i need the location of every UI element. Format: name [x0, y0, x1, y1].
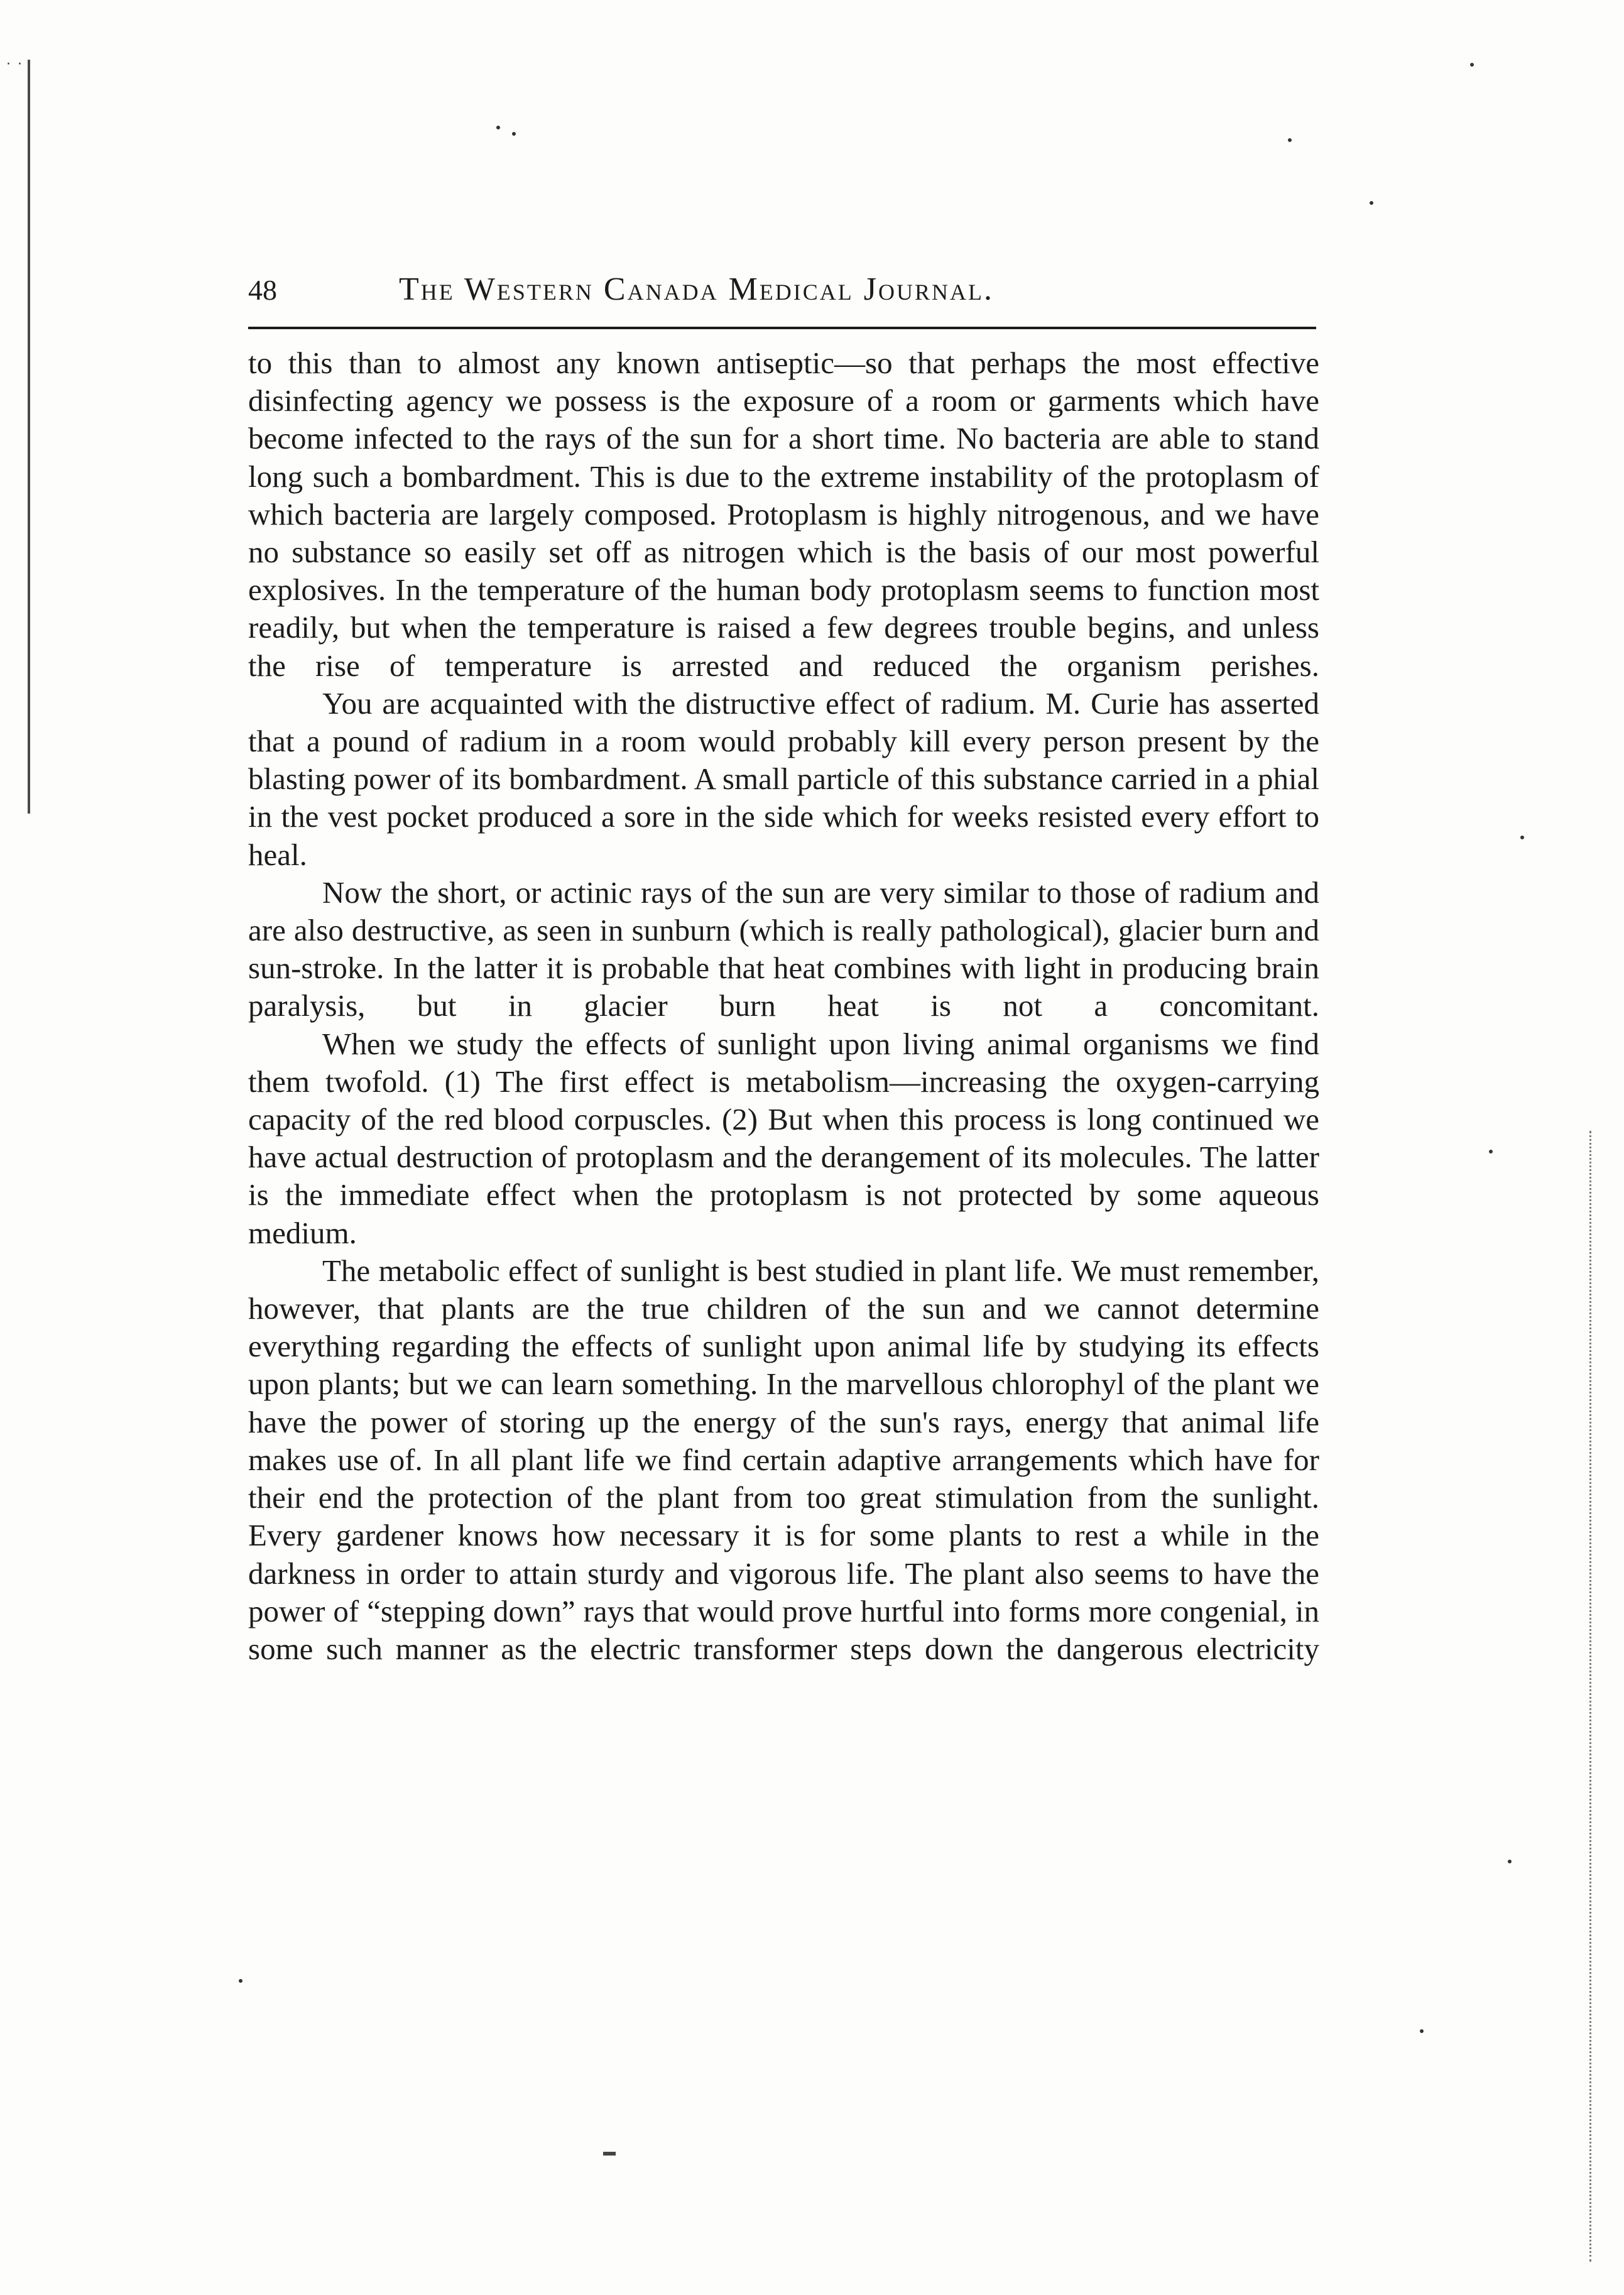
header-rule: [248, 327, 1316, 329]
scan-speck: [1489, 1150, 1493, 1153]
left-margin-scan-marks: · ·: [6, 57, 23, 72]
left-margin-scan-rule: [28, 60, 30, 814]
scan-speck: [512, 132, 516, 136]
paragraph-animal-organisms: When we study the effects of sunlight upon living animal organisms we find them twofold. (1) The first effect is metabolism—increasing the oxygen-carrying capacity of the red blood corpuscles. (2) But when this process is long continued we have actual destruction of protoplasm and the derangement of its molecules. The latter is the immediate effect when the protoplasm is not protected by some aqueous medium.: [248, 1026, 1319, 1250]
scan-speck: [1420, 2029, 1424, 2033]
scan-speck: [496, 126, 500, 129]
running-title: The Western Canada Medical Journal.: [399, 271, 995, 307]
paragraph-plant-life: The metabolic effect of sunlight is best studied in plant life. We must remember, however, that plants are the true children of the sun and we cannot determine everything regarding the effects of sunlight upon animal life by studying its effects upon plants; but we can learn something. In the marvellous chlorophyl of the plant we have the power of storing up the energy of the sun's rays, energy that animal life makes use of. In all plant life we find certain adaptive arrangements which have for their end the protection of the plant from too great stimulation from the sunlight. Every gardener knows how necessary it is for some plants to rest a while in the darkness in order to attain sturdy and vigorous life. The plant also seems to have the power of “stepping down” rays that would prove hurtful into forms more congenial, in some such manner as the electric transformer steps down the dangerous electricity: [248, 1253, 1319, 1666]
page-number: 48: [248, 274, 277, 306]
scan-speck: [1508, 1860, 1512, 1863]
scan-speck: [239, 1979, 243, 1983]
scan-speck: [1288, 138, 1292, 142]
scan-speck: [1470, 63, 1474, 67]
page-header: [248, 267, 1316, 317]
scan-speck: [1520, 836, 1524, 839]
paragraph-radium: You are acquainted with the distructive effect of radium. M. Curie has asserted that a pound of radium in a room would probably kill every person present by the blasting power of its bombardment. A small particle of this substance carried in a phial in the vest pocket produced a sore in the side which for weeks resisted every effort to heal.: [248, 685, 1319, 872]
paragraph-continuation: to this than to almost any known antiseptic—so that perhaps the most effective disinfecting agency we possess is the exposure of a room or garments which have become infected to the rays of the sun for a short time. No bacteria are able to stand long such a bombardment. This is due to the extreme instability of the protoplasm of which bacteria are largely composed. Protoplasm is highly nitrogenous, and we have no substance so easily set off as nitrogen which is the basis of our most powerful explosives. In the temperature of the human body protoplasm seems to function most readily, but when the temperature is raised a few degrees trouble begins, and unless the rise of temperature is arrested and reduced the organism perishes.: [248, 346, 1319, 683]
article-body: [248, 344, 1319, 1668]
scan-speck: [1370, 201, 1373, 205]
right-margin-scan-rule: [1589, 1131, 1593, 2262]
paragraph-actinic-rays: Now the short, or actinic rays of the sun are very similar to those of radium and are also destructive, as seen in sunburn (which is really pathological), glacier burn and sun-stroke. In the latter it is probable that heat combines with light in producing brain paralysis, but in glacier burn heat is not a concomitant.: [248, 875, 1319, 1023]
bottom-scan-mark: [603, 2152, 616, 2156]
